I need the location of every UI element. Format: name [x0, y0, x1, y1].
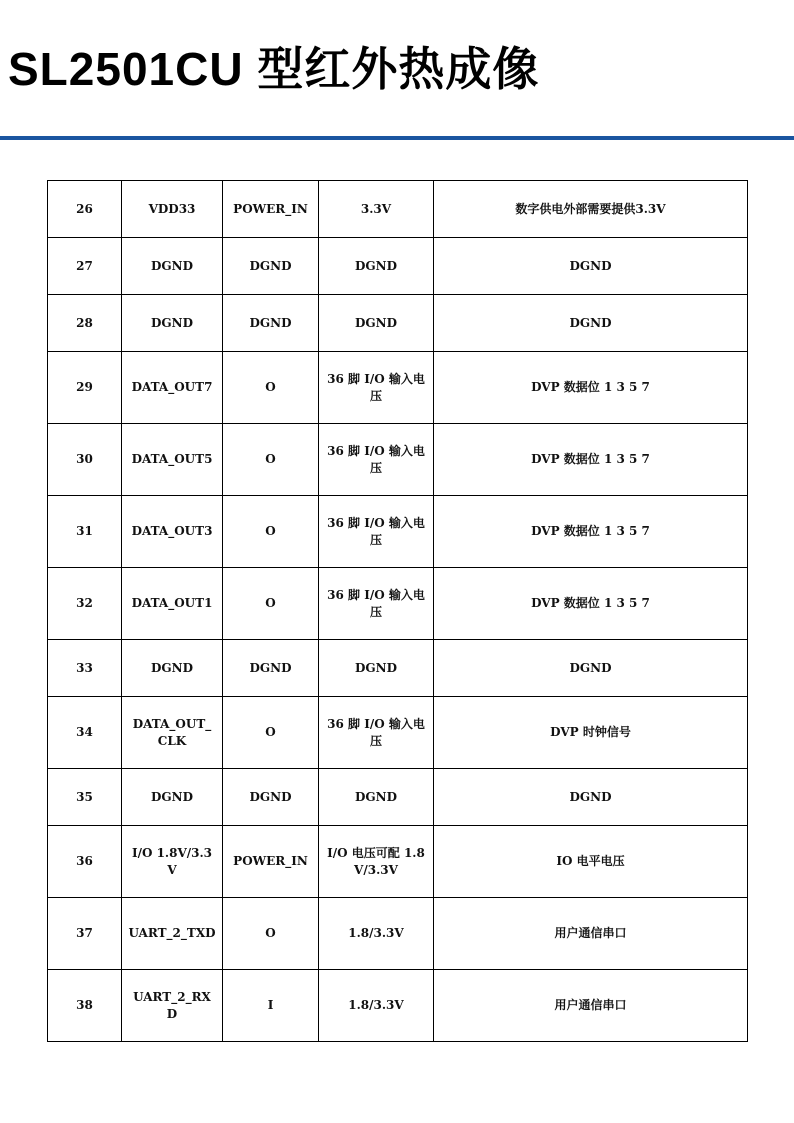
pin-name-cell: DATA_OUT5 — [122, 424, 223, 496]
pin-description-cell: DVP 时钟信号 — [434, 697, 748, 769]
pin-table — [47, 180, 748, 1042]
pin-description-cell: DVP 数据位 1 3 5 7 — [434, 352, 748, 424]
table-row — [48, 898, 748, 970]
pin-description-cell: DGND — [434, 640, 748, 697]
table-row — [48, 496, 748, 568]
page-title: SL2501CU 型红外热成像 — [8, 43, 540, 95]
table-row — [48, 181, 748, 238]
pin-number-cell: 37 — [48, 898, 122, 970]
pin-type-cell: O — [223, 424, 319, 496]
pin-type-cell: POWER_IN — [223, 826, 319, 898]
pin-name-cell: DGND — [122, 295, 223, 352]
pin-level-cell: DGND — [319, 295, 434, 352]
header-divider — [0, 136, 794, 140]
pin-name-cell: DATA_OUT_CLK — [122, 697, 223, 769]
pin-level-cell: 1.8/3.3V — [319, 898, 434, 970]
table-row — [48, 769, 748, 826]
pin-level-cell: I/O 电压可配 1.8V/3.3V — [319, 826, 434, 898]
pin-number-cell: 28 — [48, 295, 122, 352]
pin-description-cell: DGND — [434, 769, 748, 826]
pin-name-cell: UART_2_RXD — [122, 970, 223, 1042]
pin-description-cell: 用户通信串口 — [434, 898, 748, 970]
pin-number-cell: 38 — [48, 970, 122, 1042]
table-row — [48, 826, 748, 898]
table-row — [48, 970, 748, 1042]
table-row — [48, 640, 748, 697]
pin-level-cell: 36 脚 I/O 输入电压 — [319, 496, 434, 568]
pin-description-cell: DVP 数据位 1 3 5 7 — [434, 568, 748, 640]
pin-type-cell: O — [223, 496, 319, 568]
pin-description-cell: 用户通信串口 — [434, 970, 748, 1042]
pin-number-cell: 29 — [48, 352, 122, 424]
pin-name-cell: DATA_OUT1 — [122, 568, 223, 640]
pin-type-cell: O — [223, 898, 319, 970]
pin-type-cell: DGND — [223, 640, 319, 697]
pin-description-cell: DVP 数据位 1 3 5 7 — [434, 424, 748, 496]
table-row — [48, 568, 748, 640]
table-row — [48, 295, 748, 352]
pin-description-cell: IO 电平电压 — [434, 826, 748, 898]
pin-level-cell: DGND — [319, 769, 434, 826]
pin-type-cell: I — [223, 970, 319, 1042]
pin-type-cell: DGND — [223, 295, 319, 352]
pin-description-cell: DVP 数据位 1 3 5 7 — [434, 496, 748, 568]
pin-level-cell: 3.3V — [319, 181, 434, 238]
pin-number-cell: 36 — [48, 826, 122, 898]
pin-description-cell: 数字供电外部需要提供3.3V — [434, 181, 748, 238]
pin-name-cell: DGND — [122, 640, 223, 697]
pin-name-cell: DATA_OUT3 — [122, 496, 223, 568]
pin-type-cell: DGND — [223, 769, 319, 826]
pin-type-cell: O — [223, 352, 319, 424]
pin-level-cell: 1.8/3.3V — [319, 970, 434, 1042]
pin-number-cell: 35 — [48, 769, 122, 826]
table-row — [48, 238, 748, 295]
pin-number-cell: 32 — [48, 568, 122, 640]
pin-number-cell: 27 — [48, 238, 122, 295]
pin-table-body — [48, 181, 748, 1042]
pin-name-cell: DGND — [122, 769, 223, 826]
pin-name-cell: DGND — [122, 238, 223, 295]
pin-name-cell: UART_2_TXD — [122, 898, 223, 970]
pin-number-cell: 30 — [48, 424, 122, 496]
table-row — [48, 352, 748, 424]
pin-name-cell: VDD33 — [122, 181, 223, 238]
pin-description-cell: DGND — [434, 295, 748, 352]
pin-type-cell: O — [223, 568, 319, 640]
pin-type-cell: O — [223, 697, 319, 769]
pin-type-cell: POWER_IN — [223, 181, 319, 238]
pin-level-cell: 36 脚 I/O 输入电压 — [319, 424, 434, 496]
table-row — [48, 424, 748, 496]
pin-level-cell: 36 脚 I/O 输入电压 — [319, 352, 434, 424]
pin-number-cell: 26 — [48, 181, 122, 238]
pin-level-cell: DGND — [319, 238, 434, 295]
pin-number-cell: 31 — [48, 496, 122, 568]
table-row — [48, 697, 748, 769]
pin-level-cell: 36 脚 I/O 输入电压 — [319, 568, 434, 640]
pin-name-cell: I/O 1.8V/3.3V — [122, 826, 223, 898]
pin-description-cell: DGND — [434, 238, 748, 295]
pin-name-cell: DATA_OUT7 — [122, 352, 223, 424]
pin-level-cell: 36 脚 I/O 输入电压 — [319, 697, 434, 769]
pin-number-cell: 33 — [48, 640, 122, 697]
pin-number-cell: 34 — [48, 697, 122, 769]
pin-level-cell: DGND — [319, 640, 434, 697]
pin-type-cell: DGND — [223, 238, 319, 295]
